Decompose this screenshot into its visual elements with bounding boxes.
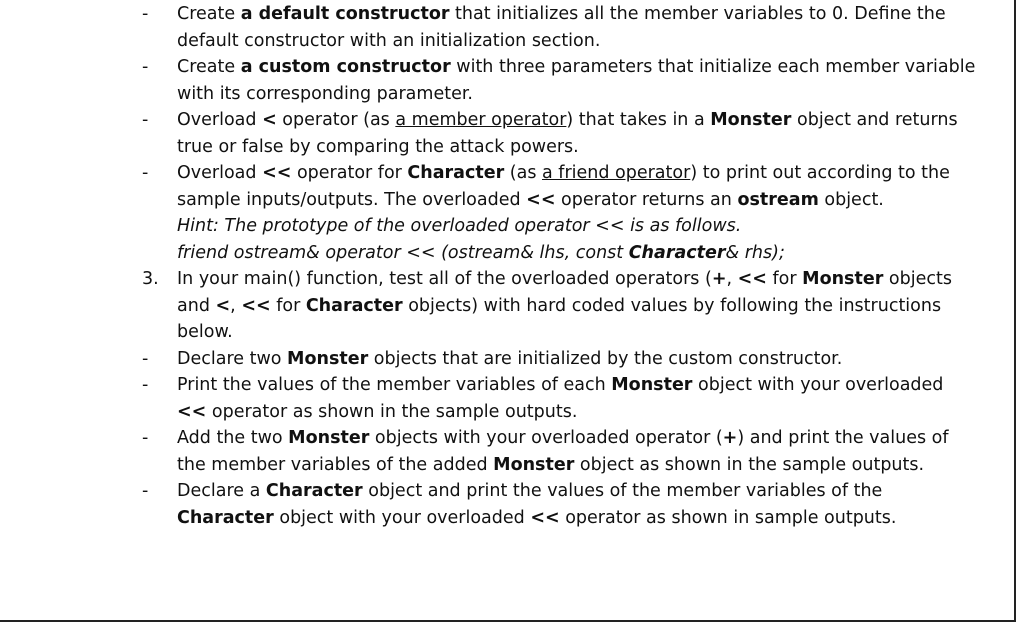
bullet-item <box>0 346 1000 373</box>
text-run: operator as shown in the sample outputs. <box>206 401 578 422</box>
list-marker: - <box>142 110 149 130</box>
text-run: with three parameters that initialize each member variable <box>450 57 976 77</box>
text-line <box>177 134 917 161</box>
list-marker: - <box>142 57 149 77</box>
bold-term: < <box>215 295 231 316</box>
text-run: operator returns an <box>555 189 738 210</box>
text-line <box>177 319 917 346</box>
bullet-item <box>0 478 1000 531</box>
text-run: Declare two <box>177 348 288 369</box>
text-run: Create <box>177 57 241 77</box>
text-line <box>177 372 944 399</box>
bold-term: a default constructor <box>240 4 450 24</box>
bold-term: Monster <box>611 375 693 395</box>
text-run: with its corresponding parameter. <box>177 83 473 104</box>
text-run: objects <box>883 269 952 289</box>
bold-term: << <box>241 295 271 316</box>
text-run: object. <box>818 189 884 210</box>
bold-term: Monster <box>802 269 884 289</box>
bold-term: Character <box>407 163 505 183</box>
text-run: Add the two <box>177 428 289 448</box>
text-run: ) that takes in a <box>566 110 711 130</box>
list-marker: - <box>142 348 149 369</box>
text-run: true or false by comparing the attack powers. <box>177 136 579 157</box>
item-text <box>177 372 944 425</box>
text-line <box>177 81 917 108</box>
text-run: default constructor with an initialization section. <box>177 30 601 51</box>
bold-term: ostream <box>737 189 819 210</box>
item-text <box>177 107 958 160</box>
bold-term: Character <box>628 242 726 263</box>
text-line <box>177 187 917 214</box>
bold-term: a custom constructor <box>240 57 451 77</box>
bold-term: << <box>262 163 292 183</box>
bullet-item <box>0 160 1000 266</box>
text-run: below. <box>177 322 233 342</box>
text-run: the member variables of the added <box>177 454 494 475</box>
list-marker: - <box>142 428 149 448</box>
bullet-item <box>0 425 1000 478</box>
numbered-item <box>0 266 1000 346</box>
bold-term: << <box>177 401 207 422</box>
text-run: operator (as <box>276 110 396 130</box>
bullet-item <box>0 107 1000 160</box>
text-run: objects) with hard coded values by following the instructions <box>402 295 942 316</box>
bold-term: << <box>737 269 767 289</box>
list-marker: - <box>142 4 149 24</box>
bold-term: Monster <box>493 454 575 475</box>
bold-term: Monster <box>287 348 369 369</box>
text-line <box>177 266 952 293</box>
item-text <box>177 160 950 266</box>
text-run: ) and print the values of <box>737 428 949 448</box>
item-text <box>177 346 917 373</box>
list-marker: - <box>142 481 149 501</box>
text-run: sample inputs/outputs. The overloaded <box>177 189 527 210</box>
underlined-term: a member operator <box>395 110 567 130</box>
text-run: Overload <box>177 110 263 130</box>
list-marker: - <box>142 163 149 183</box>
text-line <box>177 452 925 479</box>
bold-term: << <box>526 189 556 210</box>
text-line <box>177 160 950 187</box>
text-run: objects that are initialized by the custom constructor. <box>368 348 843 369</box>
text-run: operator for <box>291 163 408 183</box>
text-run: , <box>726 269 738 289</box>
text-run: object and print the values of the member variables of the <box>362 481 883 501</box>
text-run: object as shown in the sample outputs. <box>574 454 925 475</box>
text-line <box>177 1 946 28</box>
text-run: object and returns <box>791 110 958 130</box>
text-line <box>177 425 949 452</box>
text-run: objects with your overloaded operator ( <box>369 428 723 448</box>
text-line <box>177 213 917 240</box>
bold-term: + <box>711 269 727 289</box>
text-run: and <box>177 295 216 316</box>
bold-term: Character <box>177 507 274 528</box>
bullet-item <box>0 1 1000 54</box>
bold-term: + <box>722 428 738 448</box>
text-run: that initializes all the member variables to 0. Define the <box>449 4 946 24</box>
list-marker: 3. <box>142 269 159 289</box>
text-line <box>177 54 976 81</box>
text-line <box>177 107 958 134</box>
italic-text: & rhs); <box>725 242 785 263</box>
bold-term: Character <box>265 481 363 501</box>
text-run: Print the values of the member variables of each <box>177 375 612 395</box>
text-run: object with your overloaded <box>273 507 531 528</box>
text-run: operator as shown in sample outputs. <box>559 507 897 528</box>
text-run: (as <box>504 163 542 183</box>
bullet-item <box>0 372 1000 425</box>
text-run: In your main() function, test all of the overloaded operators ( <box>177 269 712 289</box>
text-line <box>177 293 942 320</box>
text-run: , <box>230 295 242 316</box>
item-text <box>177 266 952 346</box>
item-text <box>177 54 976 107</box>
text-run: Create <box>177 4 241 24</box>
bold-term: << <box>530 507 560 528</box>
text-line <box>177 28 917 55</box>
text-run: ) to print out according to the <box>690 163 950 183</box>
item-text <box>177 478 917 531</box>
text-run: for <box>766 269 803 289</box>
text-line <box>177 346 917 373</box>
text-run: Overload <box>177 163 263 183</box>
bullet-item <box>0 54 1000 107</box>
list-marker: - <box>142 375 149 395</box>
underlined-term: a friend operator <box>542 163 691 183</box>
bold-term: Monster <box>710 110 792 130</box>
bold-term: Character <box>305 295 403 316</box>
text-line <box>177 399 917 426</box>
text-run: object with your overloaded <box>692 375 944 395</box>
italic-text: friend ostream& operator << (ostream& lhs, const <box>177 242 629 263</box>
item-text <box>177 425 949 478</box>
item-text <box>177 1 946 54</box>
text-run: for <box>270 295 306 316</box>
text-line <box>177 240 917 267</box>
bold-term: < <box>262 110 277 130</box>
text-run: Declare a <box>177 481 266 501</box>
text-line <box>177 478 917 505</box>
italic-text: Hint: The prototype of the overloaded operator << is as follows. <box>177 216 742 236</box>
text-line <box>177 505 917 532</box>
bold-term: Monster <box>288 428 370 448</box>
